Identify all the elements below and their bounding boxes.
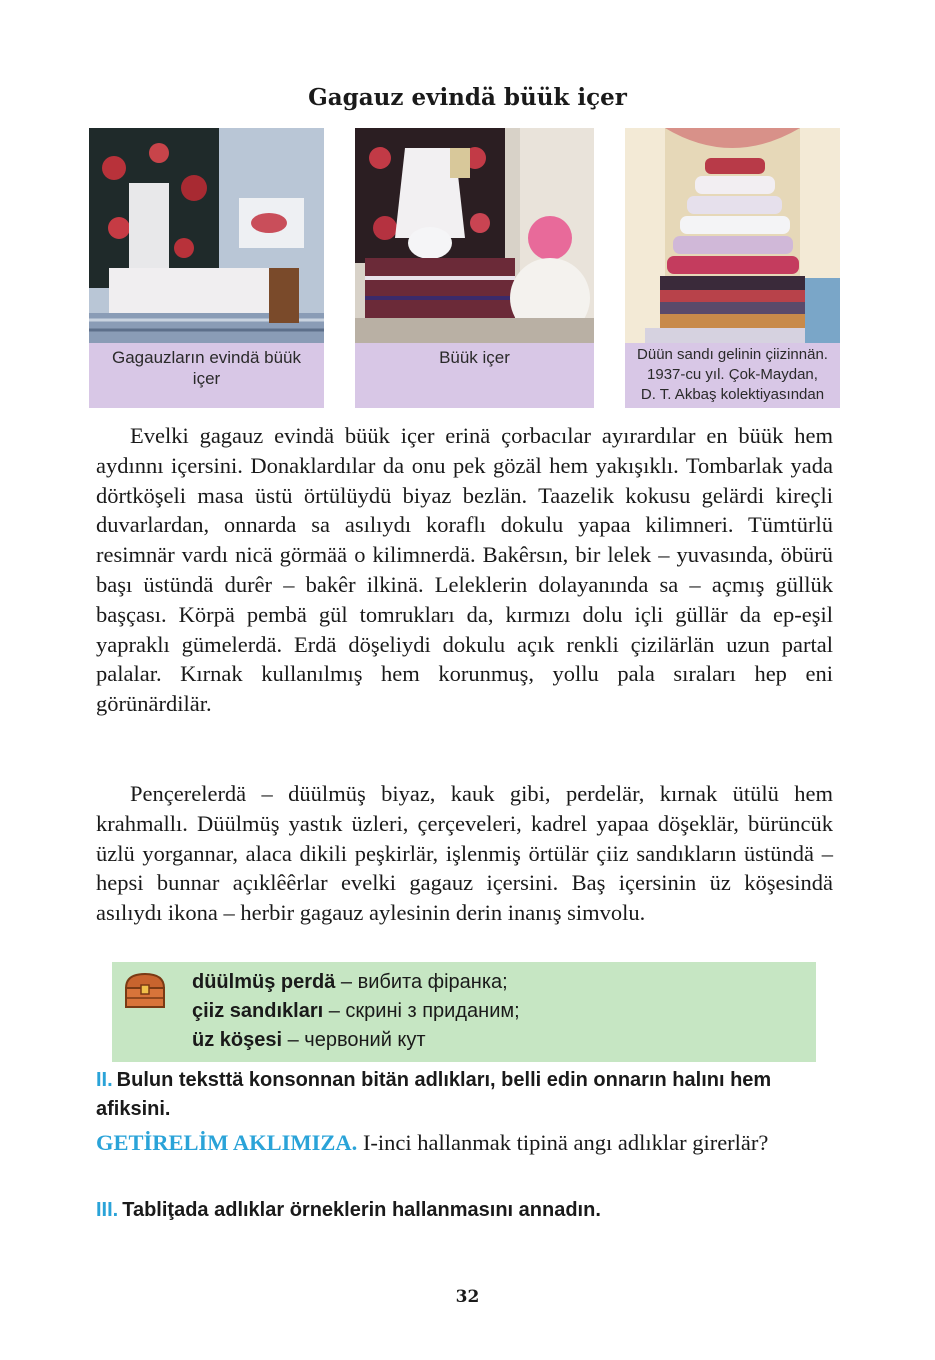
paragraph-2: Pençerelerdä – düülmüş biyaz, kauk gibi, perdelär, kırnak ütülü hem krahmallı. Düülmüş yastık üzleri, çerçeveleri, kadrel yapaa döşeklär, bürüncük üzlü yorgannar, alaca dikili peşkirlär, işlenmiş örtülär çiiz sandıkların üstündä – hepsi bunnar açıklêêrlar evelki gagauz içersini. Baş içersinin üz köşesindä asılıydı ikona – herbir gagauz aylesinin derin inanış simvolu. [96,781,833,926]
page-number: 32 [455,1287,480,1307]
paragraph-1: Evelki gagauz evindä büük içer erinä çorbacılar ayırardılar en büük hem aydınnı içersini. Donaklardılar da onu pek gözäl hem yakışıklı. Tombarlak yada dörtköşeli masa üstü örtülüydü biyaz bezlän. Taazelik kokusu gelärdi kireçli duvarlardan, onnarda sa asılıydı koraflı dokulu yapaa kilimneri. Tümtürlü resimnär vardı nicä görmää o kilimnerdä. Bakêrsın, bir lelek – yuvasında, öbürü başı üstündä durêr – bakêr ilkinä. Leleklerin dolayanında sa – açmış güllük başçası. Körpä pembä gül tomrukları da, kırmızı dolu içli güllär da ep-eşil yapraklı gümelerdä. Erdä döşeliydi dokulu açık renkli çizilärlän uzun partal palalar. Kırnak kullanılmış hem korunmuş, yollu pala sıraları hep eni görünärdilär. [96,423,833,717]
vocab-term: çiiz sandıkları [192,1000,324,1022]
vocabulary-list [192,968,520,1055]
vocab-item [192,968,520,997]
vocab-translation: – скрині з приданим; [323,1000,520,1022]
task-text: Tabliţada adlıklar örneklerin hallanmasını annadın. [122,1199,601,1221]
room-photo-2 [355,128,594,343]
dowry-photo [625,128,840,343]
vocab-translation: – вибита фіранка; [335,971,508,993]
treasure-chest-icon [122,972,168,1010]
photo-card-1 [89,128,324,408]
caption-line: Büük içer [439,348,510,367]
vocab-item [192,1026,520,1055]
caption-line: D. T. Akbaş kolektiyasından [640,386,825,403]
photo-strip [89,128,840,408]
caption-line: Gagauzların evindä büük [111,348,302,367]
page-title: Gagauz evindä büük içer [308,84,627,111]
photo-caption-1 [89,343,324,408]
task-number: III. [96,1199,119,1221]
photo-card-3 [625,128,840,408]
photo-caption-3 [625,343,840,408]
remember-section [96,1128,833,1158]
task-number: II. [96,1069,113,1091]
remember-text: I-inci hallanmak tipinä angı adlıklar girerlär? [357,1130,769,1155]
photo-card-2 [355,128,594,408]
room-photo-1 [89,128,324,343]
vocabulary-box [112,962,816,1062]
task-2 [96,1066,833,1124]
task-3 [96,1196,833,1225]
vocab-translation: – червоний кут [282,1029,426,1051]
caption-line: Düün sandı gelinin çiizinnän. [637,346,828,363]
vocab-term: düülmüş perdä [192,971,336,993]
vocab-item [192,997,520,1026]
vocab-term: üz köşesi [192,1029,283,1051]
photo-caption-2 [355,343,594,408]
remember-label: GETİRELİM AKLIMIZA. [96,1130,358,1155]
task-text: Bulun teksttä konsonnan bitän adlıkları, belli edin onnarın halını hem afiksini. [96,1069,772,1120]
caption-line: 1937-cu yıl. Çok-Maydan, [647,366,818,383]
caption-line: içer [192,369,221,389]
